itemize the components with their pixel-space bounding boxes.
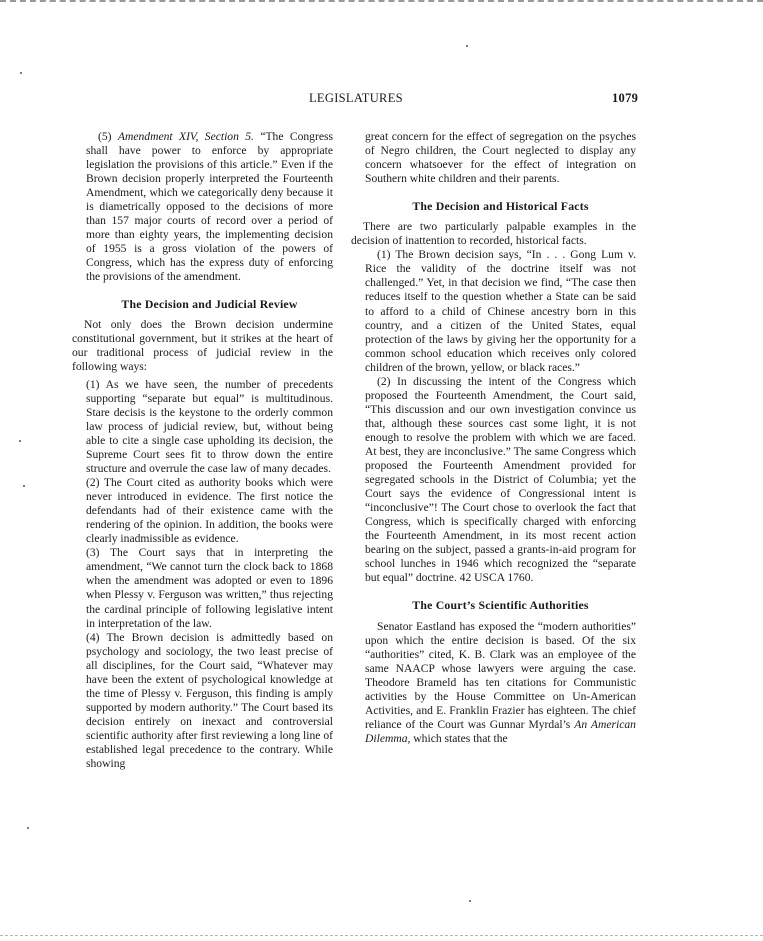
page-header: [0, 91, 763, 107]
list-item-judicial-review-4: (4) The Brown decision is admittedly based on psychology and sociology, the two least precise of all disciplines, for the Court said, “Whatever may have been the extent of psychological knowledge at the time of Plessy v. Ferguson, this finding is amply supported by modern authority.” The Court based its decision entirely on inexact and controversial scientific authority after first reviewing a long line of established legal precedence to the contrary. While showing: [86, 630, 333, 771]
paragraph-historical-facts-intro: There are two particularly palpable examples in the decision of inattention to recorded, historical facts.: [351, 220, 636, 248]
margin-speck: [466, 45, 468, 47]
section-heading-historical-facts: The Decision and Historical Facts: [412, 199, 589, 214]
paragraph-judicial-review-intro: Not only does the Brown decision undermine constitutional government, but it strikes at the heart of our traditional process of judicial review in the following ways:: [72, 317, 333, 373]
paragraph-continuation: great concern for the effect of segregation on the psyches of Negro children, the Court neglected to display any concern whatsoever for the effect of integration on Southern white children and their parents.: [365, 130, 636, 186]
page-number: 1079: [612, 91, 639, 105]
paragraph-amendment-xiv: [86, 130, 333, 285]
margin-speck: [19, 440, 21, 442]
list-item-judicial-review-3: (3) The Court says that in interpreting the amendment, “We cannot turn the clock back to 1868 when the amendment was adopted or even to 1896 when Plessy v. Ferguson was written,” thus rejecting the cardinal principle of following legislative intent in interpretation of the law.: [86, 546, 333, 630]
amendment-title: Amendment XIV, Section 5.: [117, 130, 254, 143]
margin-speck: [23, 485, 25, 487]
list-item-historical-fact-1: (1) The Brown decision says, “In . . . Gong Lum v. Rice the validity of the doctrine itself was not challenged.” Yet, in that decision we find, “The case then reduces itself to the question whether a State can be said to afford to a child of Chinese ancestry born in this country, and a citizen of the United States, equal protection of the laws by giving her the opportunity for a common school education which receives only colored children of the brown, yellow, or black races.”: [365, 248, 636, 374]
amendment-text: “The Congress shall have power to enforce by appropriate legislation the provisions of this article.” Even if the Brown decision properly interpreted the Fourteenth Amendment, which we categorically deny because it is diametrically opposed to the decisions of more than 157 major courts of record over a period of more than eighty years, the implementing decision of 1955 is a gross violation of the powers of Congress, which has the express duty of enforcing the provisions of the amendment.: [86, 130, 333, 284]
left-column: [72, 130, 333, 771]
scientific-authorities-end: which states that the: [410, 731, 508, 745]
margin-speck: [469, 900, 471, 902]
running-head: LEGISLATURES: [309, 91, 403, 105]
list-item-judicial-review-1: (1) As we have seen, the number of precedents supporting “separate but equal” is multitudinous. Stare decisis is the keystone to the orderly common law process of judicial review, but, without being able to cite a single case upholding its decision, the Supreme Court sees fit to throw down the entire structure and overrule the case law of many decades.: [86, 377, 333, 476]
margin-speck: [20, 72, 22, 74]
section-heading-judicial-review: The Decision and Judicial Review: [121, 296, 298, 311]
scientific-authorities-text: Senator Eastland has exposed the “modern authorities” upon which the entire decision is based. Of the six “authorities” cited, K. B. Clark was an employee of the same NAACP whose lawyers were arguing the case. Theodore Brameld has ten citations for Communistic activities by the House Committee on Un-American Activities, and E. Franklin Frazier has eighteen. The chief reliance of the Court was Gunnar Myrdal’s: [365, 619, 636, 731]
book-title: An American Dilemma,: [365, 717, 636, 745]
margin-speck: [27, 827, 29, 829]
section-heading-scientific-authorities: The Court’s Scientific Authorities: [412, 598, 589, 613]
right-column: [351, 130, 636, 746]
paragraph-scientific-authorities: [365, 620, 636, 746]
list-item-judicial-review-2: (2) The Court cited as authority books which were never introduced in evidence. The first notice the defendants had of their existence came with the rendering of the opinion. In addition, the books were clearly inadmissible as evidence.: [86, 476, 333, 546]
scan-top-edge: [0, 0, 763, 2]
scan-bottom-edge: [0, 935, 763, 936]
item-number: (5): [98, 130, 118, 143]
list-item-historical-fact-2: (2) In discussing the intent of the Congress which proposed the Fourteenth Amendment, the Court said, “This discussion and our own investigation convince us that, although these sources cast some light, it is not enough to resolve the problem with which we are faced. At best, they are inconclusive.” The same Congress which proposed the Fourteenth Amendment provided for segregated schools in the District of Columbia; yet the Court says the evidence of Congressional intent is “inconclusive”! The Court chose to overlook the fact that Congress, which is specifically charged with enforcing the Fourteenth Amendment, in its most recent action bearing on the subject, passed a grants-in-aid program for school lunches in 1946 which recognized the “separate but equal” doctrine. 42 USCA 1760.: [365, 374, 636, 585]
